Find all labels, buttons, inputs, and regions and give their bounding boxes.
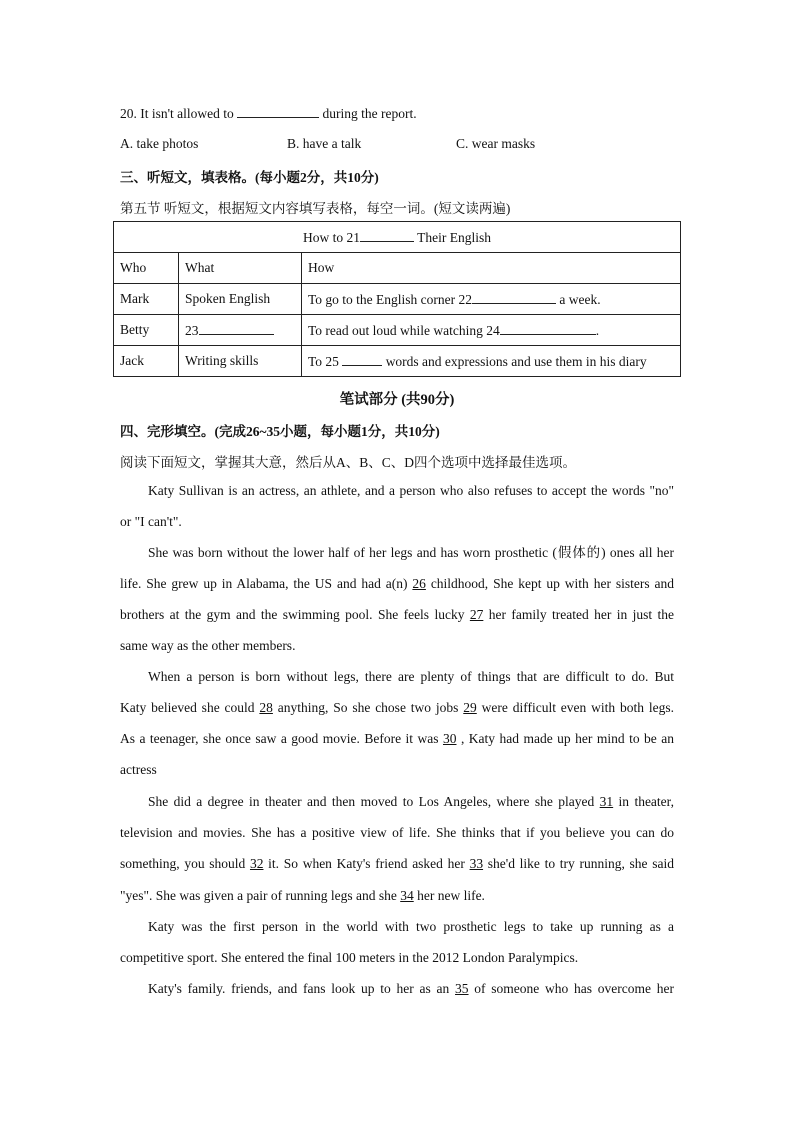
p3-text: were difficult even with both legs. <box>476 700 674 715</box>
blank-21 <box>360 228 414 242</box>
p2-text: brothers at the gym and the swimming pool. She feels lucky <box>120 607 470 622</box>
table-title-row <box>114 222 681 253</box>
p3-text: actress <box>120 762 157 777</box>
q20-answer-blank <box>237 104 319 118</box>
p3-line1: When a person is born without legs, there are plenty of things that are difficult to do. But <box>148 669 674 684</box>
cell-how-start: To read out loud while watching 24 <box>308 323 500 338</box>
p3-line2 <box>120 692 674 723</box>
cell-how-end: . <box>595 323 600 338</box>
p2-text: her family treated her in just the <box>483 607 674 622</box>
cell-how-start: To go to the English corner 22 <box>308 292 473 307</box>
p3-line4 <box>120 754 674 785</box>
blank-34: 34 <box>400 888 414 903</box>
p2-line2 <box>120 568 674 599</box>
p2-line4 <box>120 630 674 661</box>
table-header-row <box>114 253 681 284</box>
p3-text: As a teenager, she once saw a good movie. Before it was <box>120 731 443 746</box>
table-title-end: Their English <box>414 230 491 245</box>
cell-who: Mark <box>114 284 179 315</box>
p4-line3 <box>120 848 674 879</box>
blank-25 <box>342 352 382 366</box>
q20-stem-start: 20. It isn't allowed to <box>120 106 238 121</box>
cell-how-end: words and expressions and use them in his diary <box>382 354 647 369</box>
blank-35: 35 <box>455 981 469 996</box>
p4-text: "yes". She was given a pair of running legs and she <box>120 888 401 903</box>
cell-what <box>179 315 302 346</box>
p4-text: it. So when Katy's friend asked her <box>263 856 470 871</box>
passage-paragraph-3 <box>120 661 674 692</box>
blank-24 <box>500 321 596 335</box>
q20-stem-end: during the report. <box>319 106 417 121</box>
cell-how <box>302 284 681 315</box>
p4-line4 <box>120 880 674 911</box>
header-how: How <box>302 253 681 284</box>
q20-option-b: B. have a talk <box>287 136 362 151</box>
q20-option-a: A. take photos <box>120 136 199 151</box>
cell-who: Jack <box>114 346 179 377</box>
blank-28: 28 <box>259 700 273 715</box>
cell-who: Betty <box>114 315 179 346</box>
table-row <box>114 346 681 377</box>
listening-table <box>113 221 681 377</box>
p1-line1: Katy Sullivan is an actress, an athlete, and a person who also refuses to accept the words "no" <box>148 483 674 498</box>
blank-30: 30 <box>442 731 457 746</box>
cell-how-start: To 25 <box>308 354 343 369</box>
p2-text: same way as the other members. <box>120 638 296 653</box>
section4-title: 四、完形填空。(完成26~35小题，每小题1分，共10分) <box>120 424 440 439</box>
written-part-heading: 笔试部分 (共90分) <box>339 392 455 408</box>
cell-what: Spoken English <box>179 284 302 315</box>
blank-29: 29 <box>463 700 477 715</box>
blank-32: 32 <box>249 856 264 871</box>
header-who: Who <box>114 253 179 284</box>
table-title-start: How to 21 <box>303 230 360 245</box>
blank-27: 27 <box>469 607 484 622</box>
blank-31: 31 <box>599 794 614 809</box>
p2-text: childhood, She kept up with her sisters and <box>425 576 674 591</box>
p6-text: of someone who has overcome her <box>468 981 674 996</box>
table-row <box>114 315 681 346</box>
passage-paragraph-1-end <box>120 506 674 537</box>
p4-text: something, you should <box>120 856 250 871</box>
p2-line3 <box>120 599 674 630</box>
cell-how-end: a week. <box>556 292 601 307</box>
p3-text: Katy believed she could <box>120 700 260 715</box>
p2-line1: She was born without the lower half of her legs and has worn prosthetic (假体的) ones all her <box>148 545 674 560</box>
passage-paragraph-2 <box>120 537 674 568</box>
p1-line2: or "I can't". <box>120 514 182 529</box>
p4-text: in theater, <box>613 794 675 809</box>
blank-33: 33 <box>469 856 484 871</box>
header-what: What <box>179 253 302 284</box>
cell-what-number: 23 <box>185 323 199 338</box>
p4-text: She did a degree in theater and then moved to Los Angeles, where she played <box>148 794 600 809</box>
section3-instruction: 第五节 听短文，根据短文内容填写表格，每空一词。(短文读两遍) <box>120 201 511 216</box>
table-row <box>114 284 681 315</box>
table-title <box>114 222 681 253</box>
p3-line3 <box>120 723 674 754</box>
passage-paragraph-4 <box>120 786 674 817</box>
p4-text: she'd like to try running, she said <box>483 856 674 871</box>
question-20 <box>120 104 417 122</box>
p5-text: competitive sport. She entered the final 100 meters in the 2012 London Paralympics. <box>120 950 579 965</box>
passage-paragraph-1 <box>120 475 674 506</box>
p3-text: anything, So she chose two jobs <box>272 700 464 715</box>
p3-text: , Katy had made up her mind to be an <box>456 731 674 746</box>
q20-option-c: C. wear masks <box>456 136 536 151</box>
blank-23 <box>199 321 274 335</box>
p2-text: life. She grew up in Alabama, the US and had a(n) <box>120 576 413 591</box>
passage-paragraph-5 <box>120 911 674 942</box>
p4-line2 <box>120 817 674 848</box>
section3-title: 三、听短文，填表格。(每小题2分，共10分) <box>120 170 379 185</box>
blank-26: 26 <box>412 576 426 591</box>
cell-how <box>302 346 681 377</box>
p4-text: television and movies. She has a positive view of life. She thinks that if you believe you can do <box>120 825 674 840</box>
p5-text: Katy was the first person in the world with two prosthetic legs to take up running as a <box>148 919 674 934</box>
passage-paragraph-6 <box>120 973 674 1004</box>
p4-text: her new life. <box>413 888 485 903</box>
cell-how <box>302 315 681 346</box>
p6-text: Katy's family. friends, and fans look up to her as an <box>148 981 456 996</box>
cell-what: Writing skills <box>179 346 302 377</box>
section4-instruction: 阅读下面短文，掌握其大意，然后从A、B、C、D四个选项中选择最佳选项。 <box>120 455 577 470</box>
blank-22 <box>472 290 556 304</box>
p5-line2 <box>120 942 674 973</box>
